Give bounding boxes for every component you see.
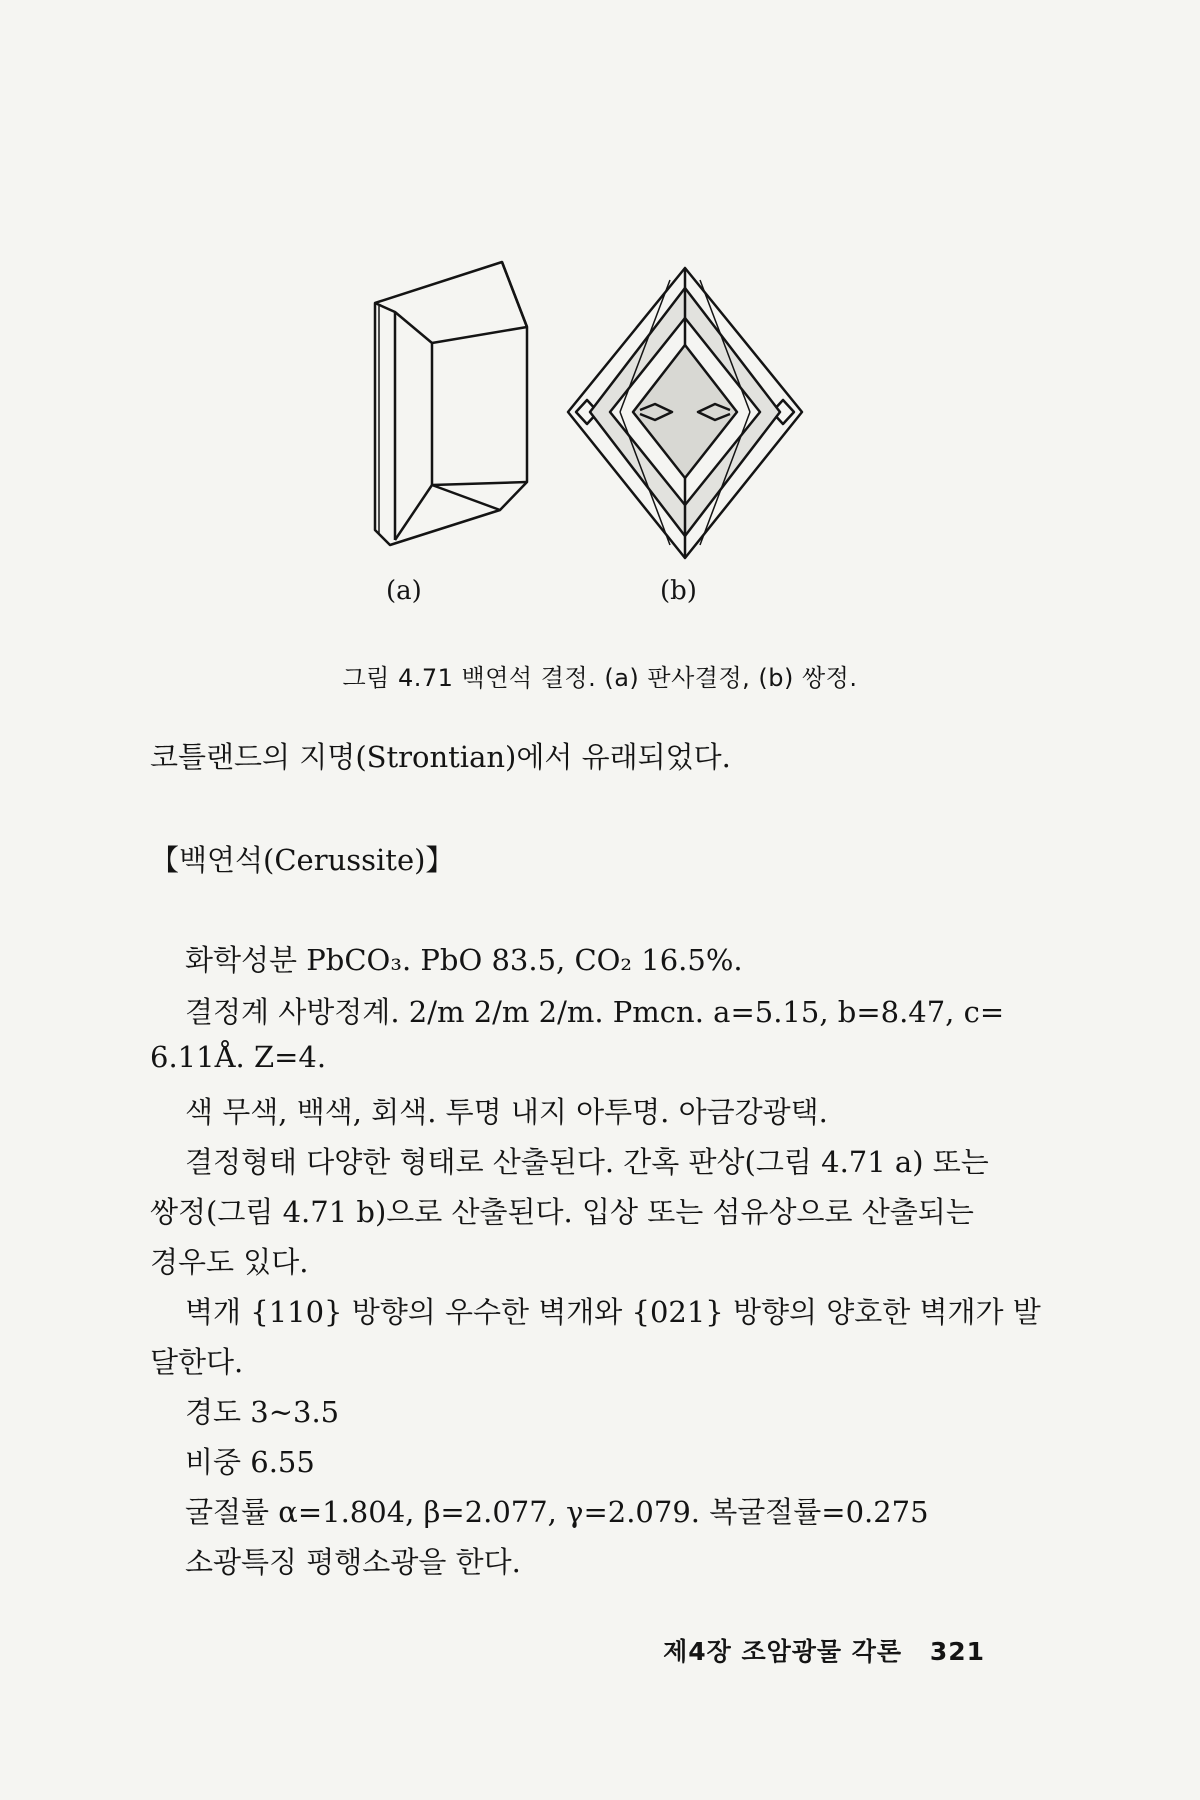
figure-label-b: (b) bbox=[660, 576, 697, 606]
crystal-b-drawing bbox=[568, 268, 802, 558]
page-footer bbox=[663, 1632, 985, 1668]
figure-caption: 그림 4.71 백연석 결정. (a) 판사결정, (b) 쌍정. bbox=[342, 664, 858, 692]
crystal-system-line-2: 6.11Å. Z=4. bbox=[150, 1040, 327, 1074]
figure-label-a: (a) bbox=[386, 576, 422, 606]
refraction-line: 굴절률 α=1.804, β=2.077, γ=2.079. 복굴절률=0.275 bbox=[185, 1495, 929, 1529]
composition-line: 화학성분 PbCO₃. PbO 83.5, CO₂ 16.5%. bbox=[185, 943, 743, 977]
intro-line: 코틀랜드의 지명(Strontian)에서 유래되었다. bbox=[150, 740, 731, 774]
specific-gravity-line: 비중 6.55 bbox=[185, 1445, 315, 1479]
chapter-title: 제4장 조암광물 각론 bbox=[663, 1637, 903, 1666]
crystal-figure bbox=[0, 0, 1200, 640]
crystal-a-drawing bbox=[375, 262, 527, 545]
habit-line-3: 경우도 있다. bbox=[150, 1245, 309, 1279]
section-heading: 【백연석(Cerussite)】 bbox=[150, 843, 455, 877]
page-number: 321 bbox=[929, 1637, 985, 1666]
crystal-drawings bbox=[0, 0, 1200, 640]
optical-line: 소광특징 평행소광을 한다. bbox=[185, 1545, 521, 1579]
habit-line-2: 쌍정(그림 4.71 b)으로 산출된다. 입상 또는 섬유상으로 산출되는 bbox=[150, 1195, 974, 1229]
cleavage-line-2: 달한다. bbox=[150, 1345, 244, 1379]
color-line: 색 무색, 백색, 회색. 투명 내지 아투명. 아금강광택. bbox=[185, 1095, 828, 1129]
hardness-line: 경도 3~3.5 bbox=[185, 1395, 340, 1429]
habit-line-1: 결정형태 다양한 형태로 산출된다. 간혹 판상(그림 4.71 a) 또는 bbox=[185, 1145, 989, 1179]
crystal-system-line-1: 결정계 사방정계. 2/m 2/m 2/m. Pmcn. a=5.15, b=8.47, c= bbox=[185, 995, 1005, 1029]
cleavage-line-1: 벽개 {110} 방향의 우수한 벽개와 {021} 방향의 양호한 벽개가 발 bbox=[185, 1295, 1041, 1329]
